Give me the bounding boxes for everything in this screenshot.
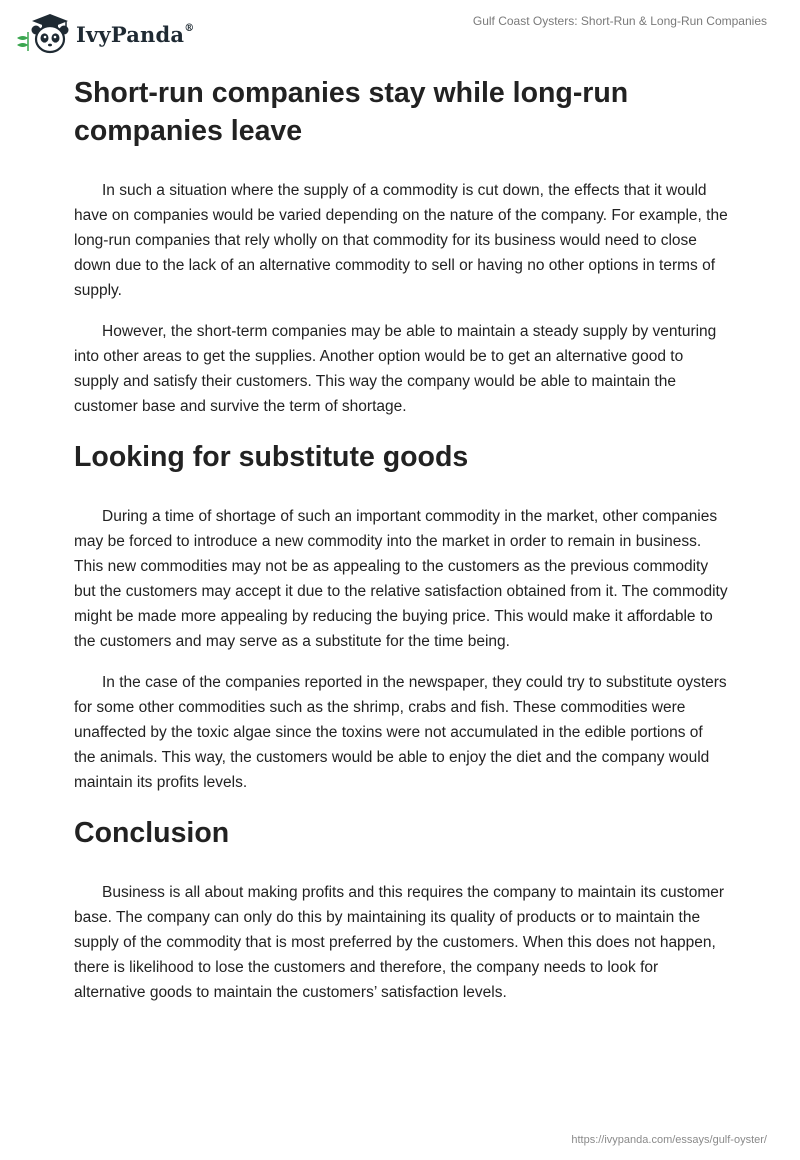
essay-content xyxy=(74,71,728,1005)
paragraph: However, the short-term companies may be able to maintain a steady supply by venturing into other areas to get the supplies. Another option would be to get an alternative good to supply and satisfy their customers. This way the company would be able to maintain the customer base and survive the term of shortage. xyxy=(74,323,717,415)
section-heading: Short-run companies stay while long-run companies leave xyxy=(74,77,629,147)
paragraph: In the case of the companies reported in the newspaper, they could try to substitute oysters for some other commodities such as the shrimp, crabs and fish. These commodities were unaffected by the toxic algae since the toxins were not accumulated in the edible portions of the animals. This way, the customers would be able to enjoy the diet and the company would maintain its profits levels. xyxy=(74,674,727,791)
brand-name-text: IvyPanda xyxy=(76,21,185,47)
section-heading: Conclusion xyxy=(74,817,230,849)
paragraph: Business is all about making profits and this requires the company to maintain its customer base. The company can only do this by maintaining its quality of products or to maintain the supply of the commodity that is most preferred by the customers. When this does not happen, there is likelihood to lose the customers and therefore, the company needs to look for alternative goods to maintain the customers’ satisfaction levels. xyxy=(74,884,725,1001)
panda-graduate-icon xyxy=(14,11,72,55)
paragraph: During a time of shortage of such an important commodity in the market, other companies may be forced to introduce a new commodity into the market in order to remain in business. This new commodities may not be as appealing to the customers as the previous commodity but the customers may accept it due to the relative satisfaction obtained from it. The commodity might be made more appealing by reducing the buying price. This would make it affordable to the customers and may serve as a substitute for the time being. xyxy=(74,508,728,650)
brand-logo[interactable] xyxy=(14,11,194,55)
section-heading: Looking for substitute goods xyxy=(74,441,469,473)
footer-url[interactable]: https://ivypanda.com/essays/gulf-oyster/ xyxy=(571,1134,767,1146)
document-title: Gulf Coast Oysters: Short-Run & Long-Run Companies xyxy=(472,14,767,28)
page-header xyxy=(0,0,800,70)
brand-name xyxy=(76,22,194,47)
paragraph: In such a situation where the supply of a commodity is cut down, the effects that it would have on companies would be varied depending on the nature of the company. For example, the long-run companies that rely wholly on that commodity for its business would need to close down due to the lack of an alternative commodity to sell or having no other options in terms of supply. xyxy=(74,182,728,299)
registered-mark: ® xyxy=(184,22,195,34)
